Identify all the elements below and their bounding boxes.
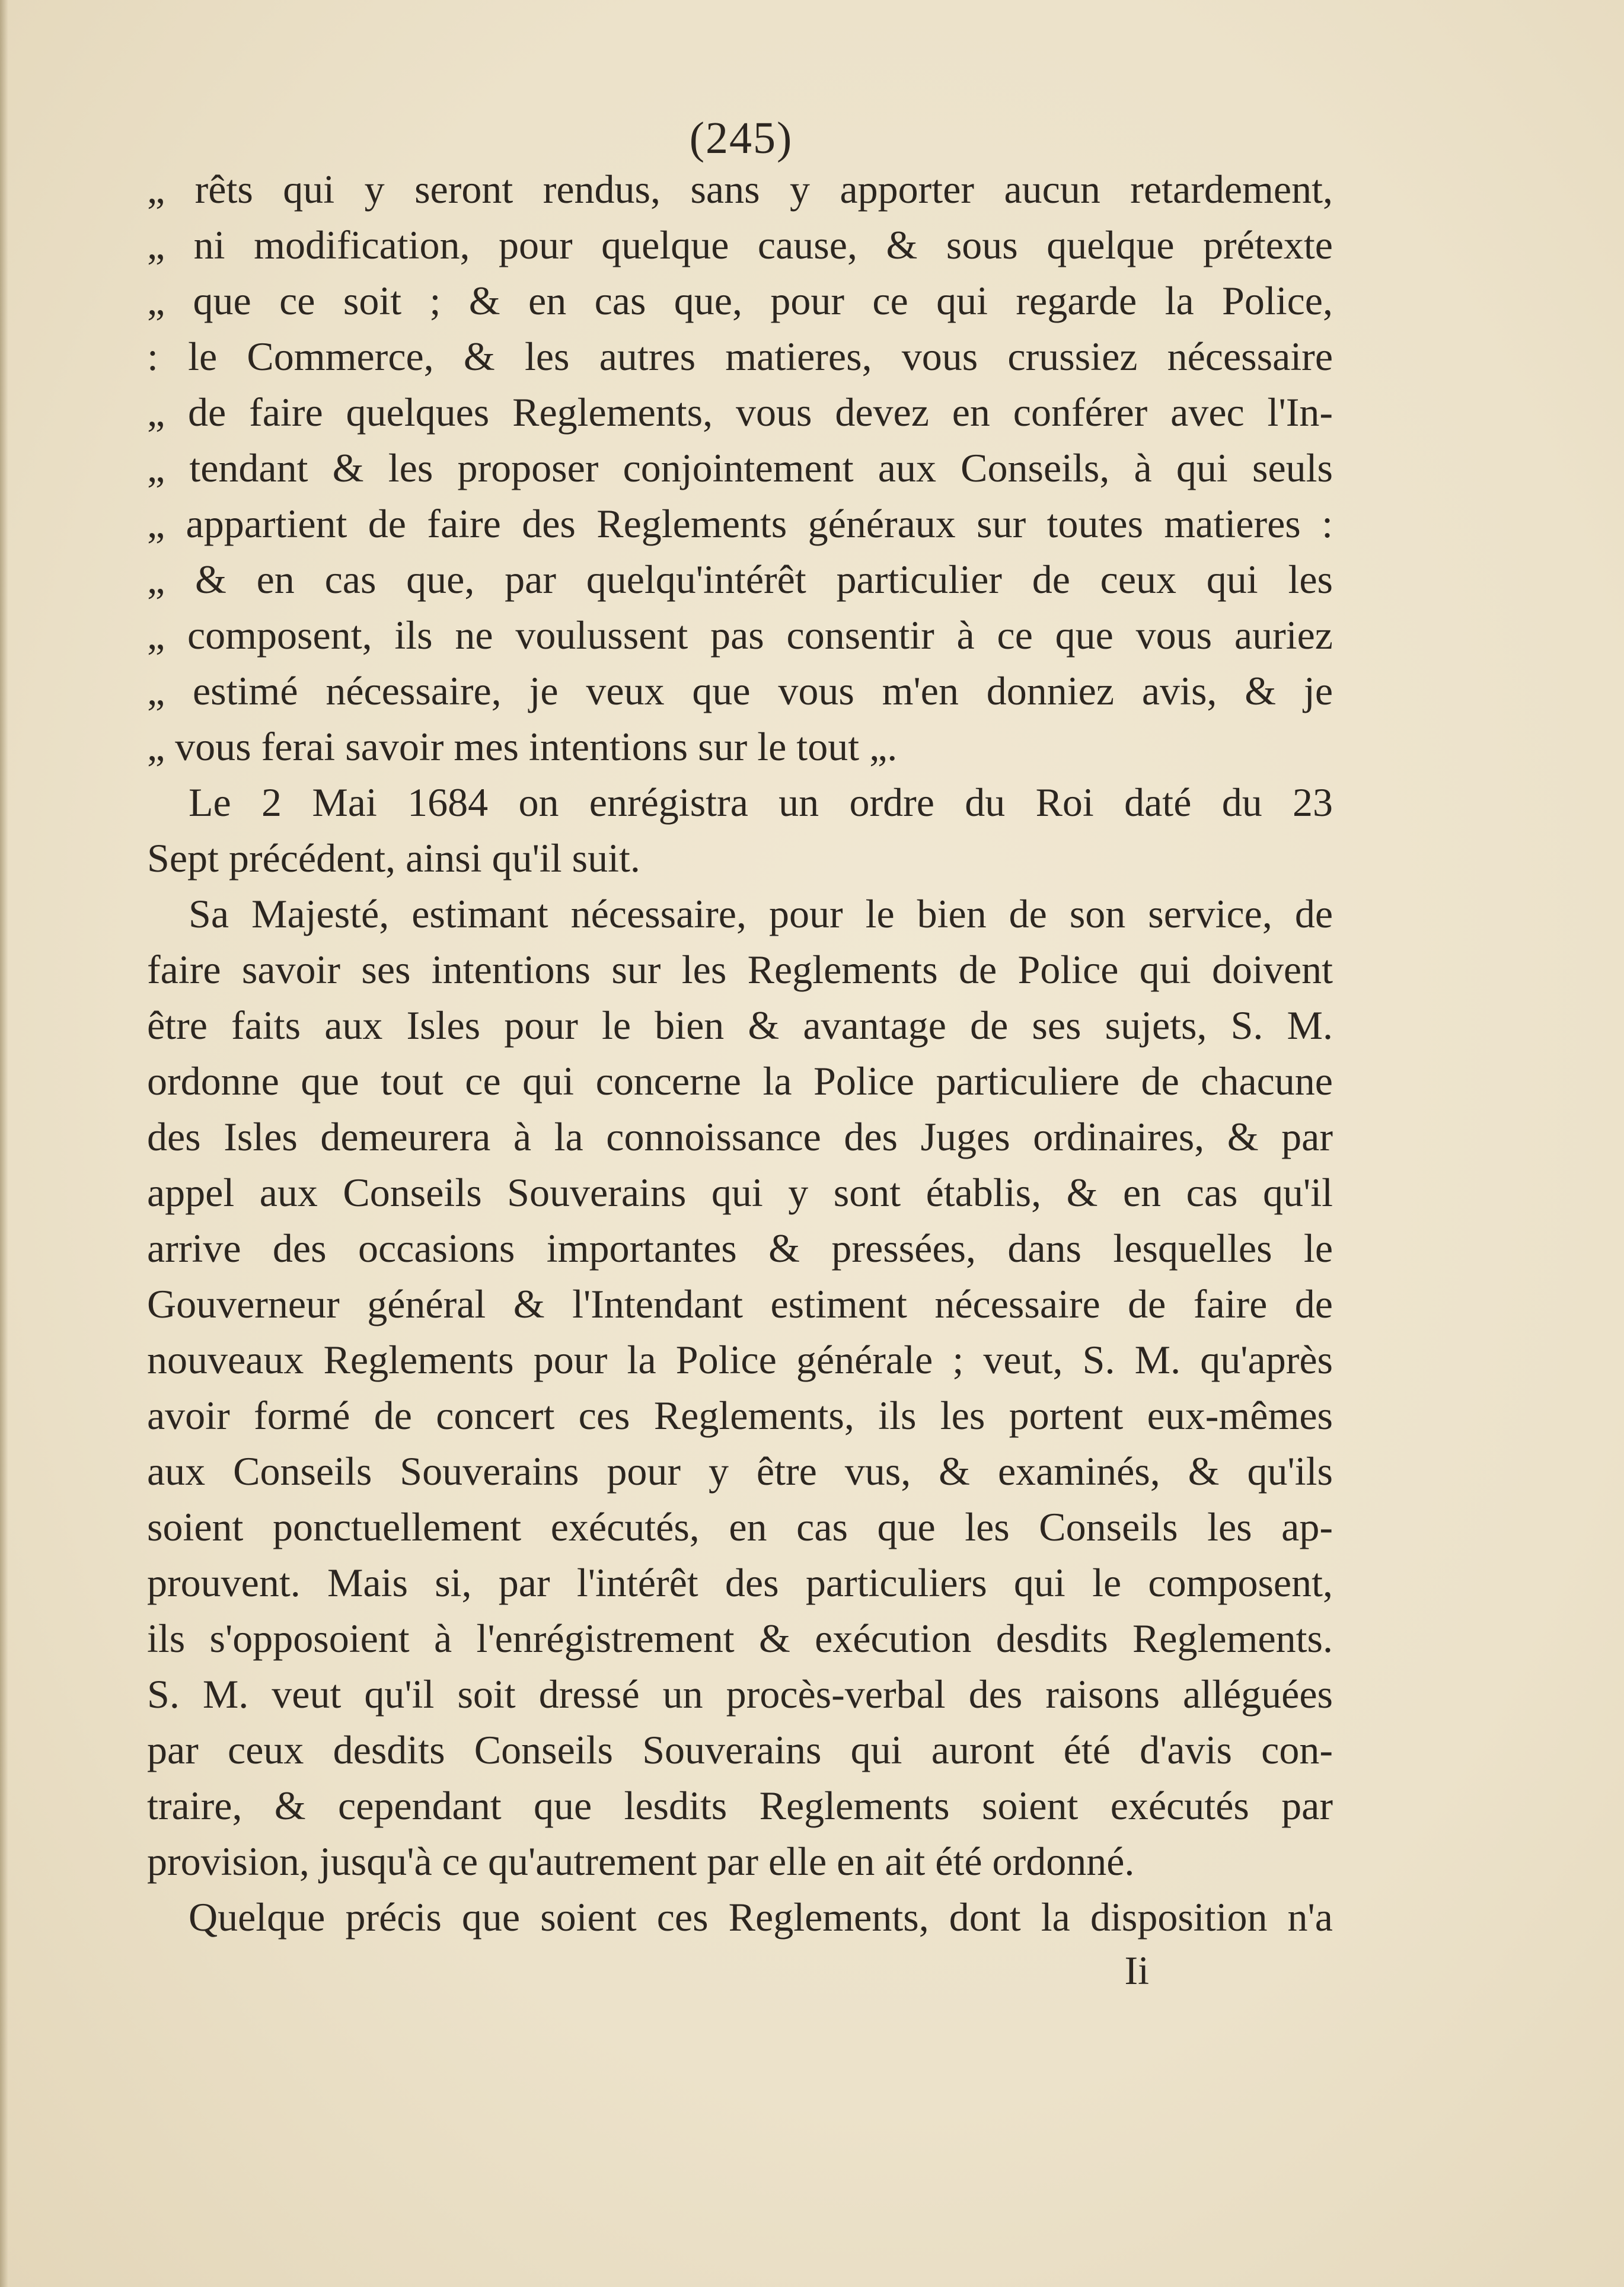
text-line: avoir formé de concert ces Reglements, ils les portent eux-mêmes	[147, 1393, 1333, 1438]
text-line: appel aux Conseils Souverains qui y sont établis, & en cas qu'il	[147, 1170, 1333, 1215]
text-line: arrive des occasions importantes & pressées, dans lesquelles le	[147, 1226, 1333, 1271]
text-line: Sept précédent, ainsi qu'il suit.	[147, 835, 640, 881]
text-line: Gouverneur général & l'Intendant estiment nécessaire de faire de	[147, 1281, 1333, 1326]
text-line: faire savoir ses intentions sur les Reglements de Police qui doivent	[147, 947, 1333, 992]
text-line: „ tendant & les proposer conjointement aux Conseils, à qui seuls	[147, 445, 1333, 490]
binding-gutter	[0, 0, 8, 2287]
text-line: prouvent. Mais si, par l'intérêt des particuliers qui le composent,	[147, 1560, 1333, 1605]
text-line: „ composent, ils ne voulussent pas consentir à ce que vous auriez	[147, 613, 1333, 658]
paragraph-start-line: Sa Majesté, estimant nécessaire, pour le bien de son service, de	[189, 891, 1333, 936]
text-line: : le Commerce, & les autres matieres, vous crussiez nécessaire	[147, 334, 1333, 379]
text-line: „ rêts qui y seront rendus, sans y apporter aucun retardement,	[147, 167, 1333, 212]
text-line: ils s'opposoient à l'enrégistrement & exécution desdits Reglements.	[147, 1616, 1333, 1661]
text-line: soient ponctuellement exécutés, en cas que les Conseils les ap-	[147, 1504, 1333, 1549]
body-text	[147, 161, 1333, 1945]
text-line: provision, jusqu'à ce qu'autrement par elle en ait été ordonné.	[147, 1839, 1135, 1884]
paragraph-start-line: Quelque précis que soient ces Reglements, dont la disposition n'a	[189, 1894, 1333, 1940]
text-line: „ & en cas que, par quelqu'intérêt particulier de ceux qui les	[147, 557, 1333, 602]
text-line: des Isles demeurera à la connoissance des Juges ordinaires, & par	[147, 1114, 1333, 1159]
page-number: (245)	[689, 113, 793, 163]
paragraph-start-line: Le 2 Mai 1684 on enrégistra un ordre du Roi daté du 23	[189, 780, 1333, 825]
text-line: être faits aux Isles pour le bien & avantage de ses sujets, S. M.	[147, 1003, 1333, 1048]
text-line: „ que ce soit ; & en cas que, pour ce qui regarde la Police,	[147, 278, 1333, 323]
text-line: „ vous ferai savoir mes intentions sur le tout „.	[147, 724, 898, 769]
text-line: „ estimé nécessaire, je veux que vous m'en donniez avis, & je	[147, 668, 1333, 713]
signature-mark: Ii	[1124, 1948, 1149, 1993]
text-line: nouveaux Reglements pour la Police générale ; veut, S. M. qu'après	[147, 1337, 1333, 1382]
text-line: aux Conseils Souverains pour y être vus, & examinés, & qu'ils	[147, 1449, 1333, 1494]
text-line: S. M. veut qu'il soit dressé un procès-verbal des raisons alléguées	[147, 1672, 1333, 1717]
text-line: ordonne que tout ce qui concerne la Police particuliere de chacune	[147, 1058, 1333, 1103]
text-line: par ceux desdits Conseils Souverains qui auront été d'avis con-	[147, 1727, 1333, 1772]
text-line: traire, & cependant que lesdits Reglements soient exécutés par	[147, 1783, 1333, 1828]
text-line: „ ni modification, pour quelque cause, & sous quelque prétexte	[147, 222, 1333, 267]
text-line: „ de faire quelques Reglements, vous devez en conférer avec l'In-	[147, 390, 1333, 435]
text-line: „ appartient de faire des Reglements généraux sur toutes matieres :	[147, 501, 1333, 546]
